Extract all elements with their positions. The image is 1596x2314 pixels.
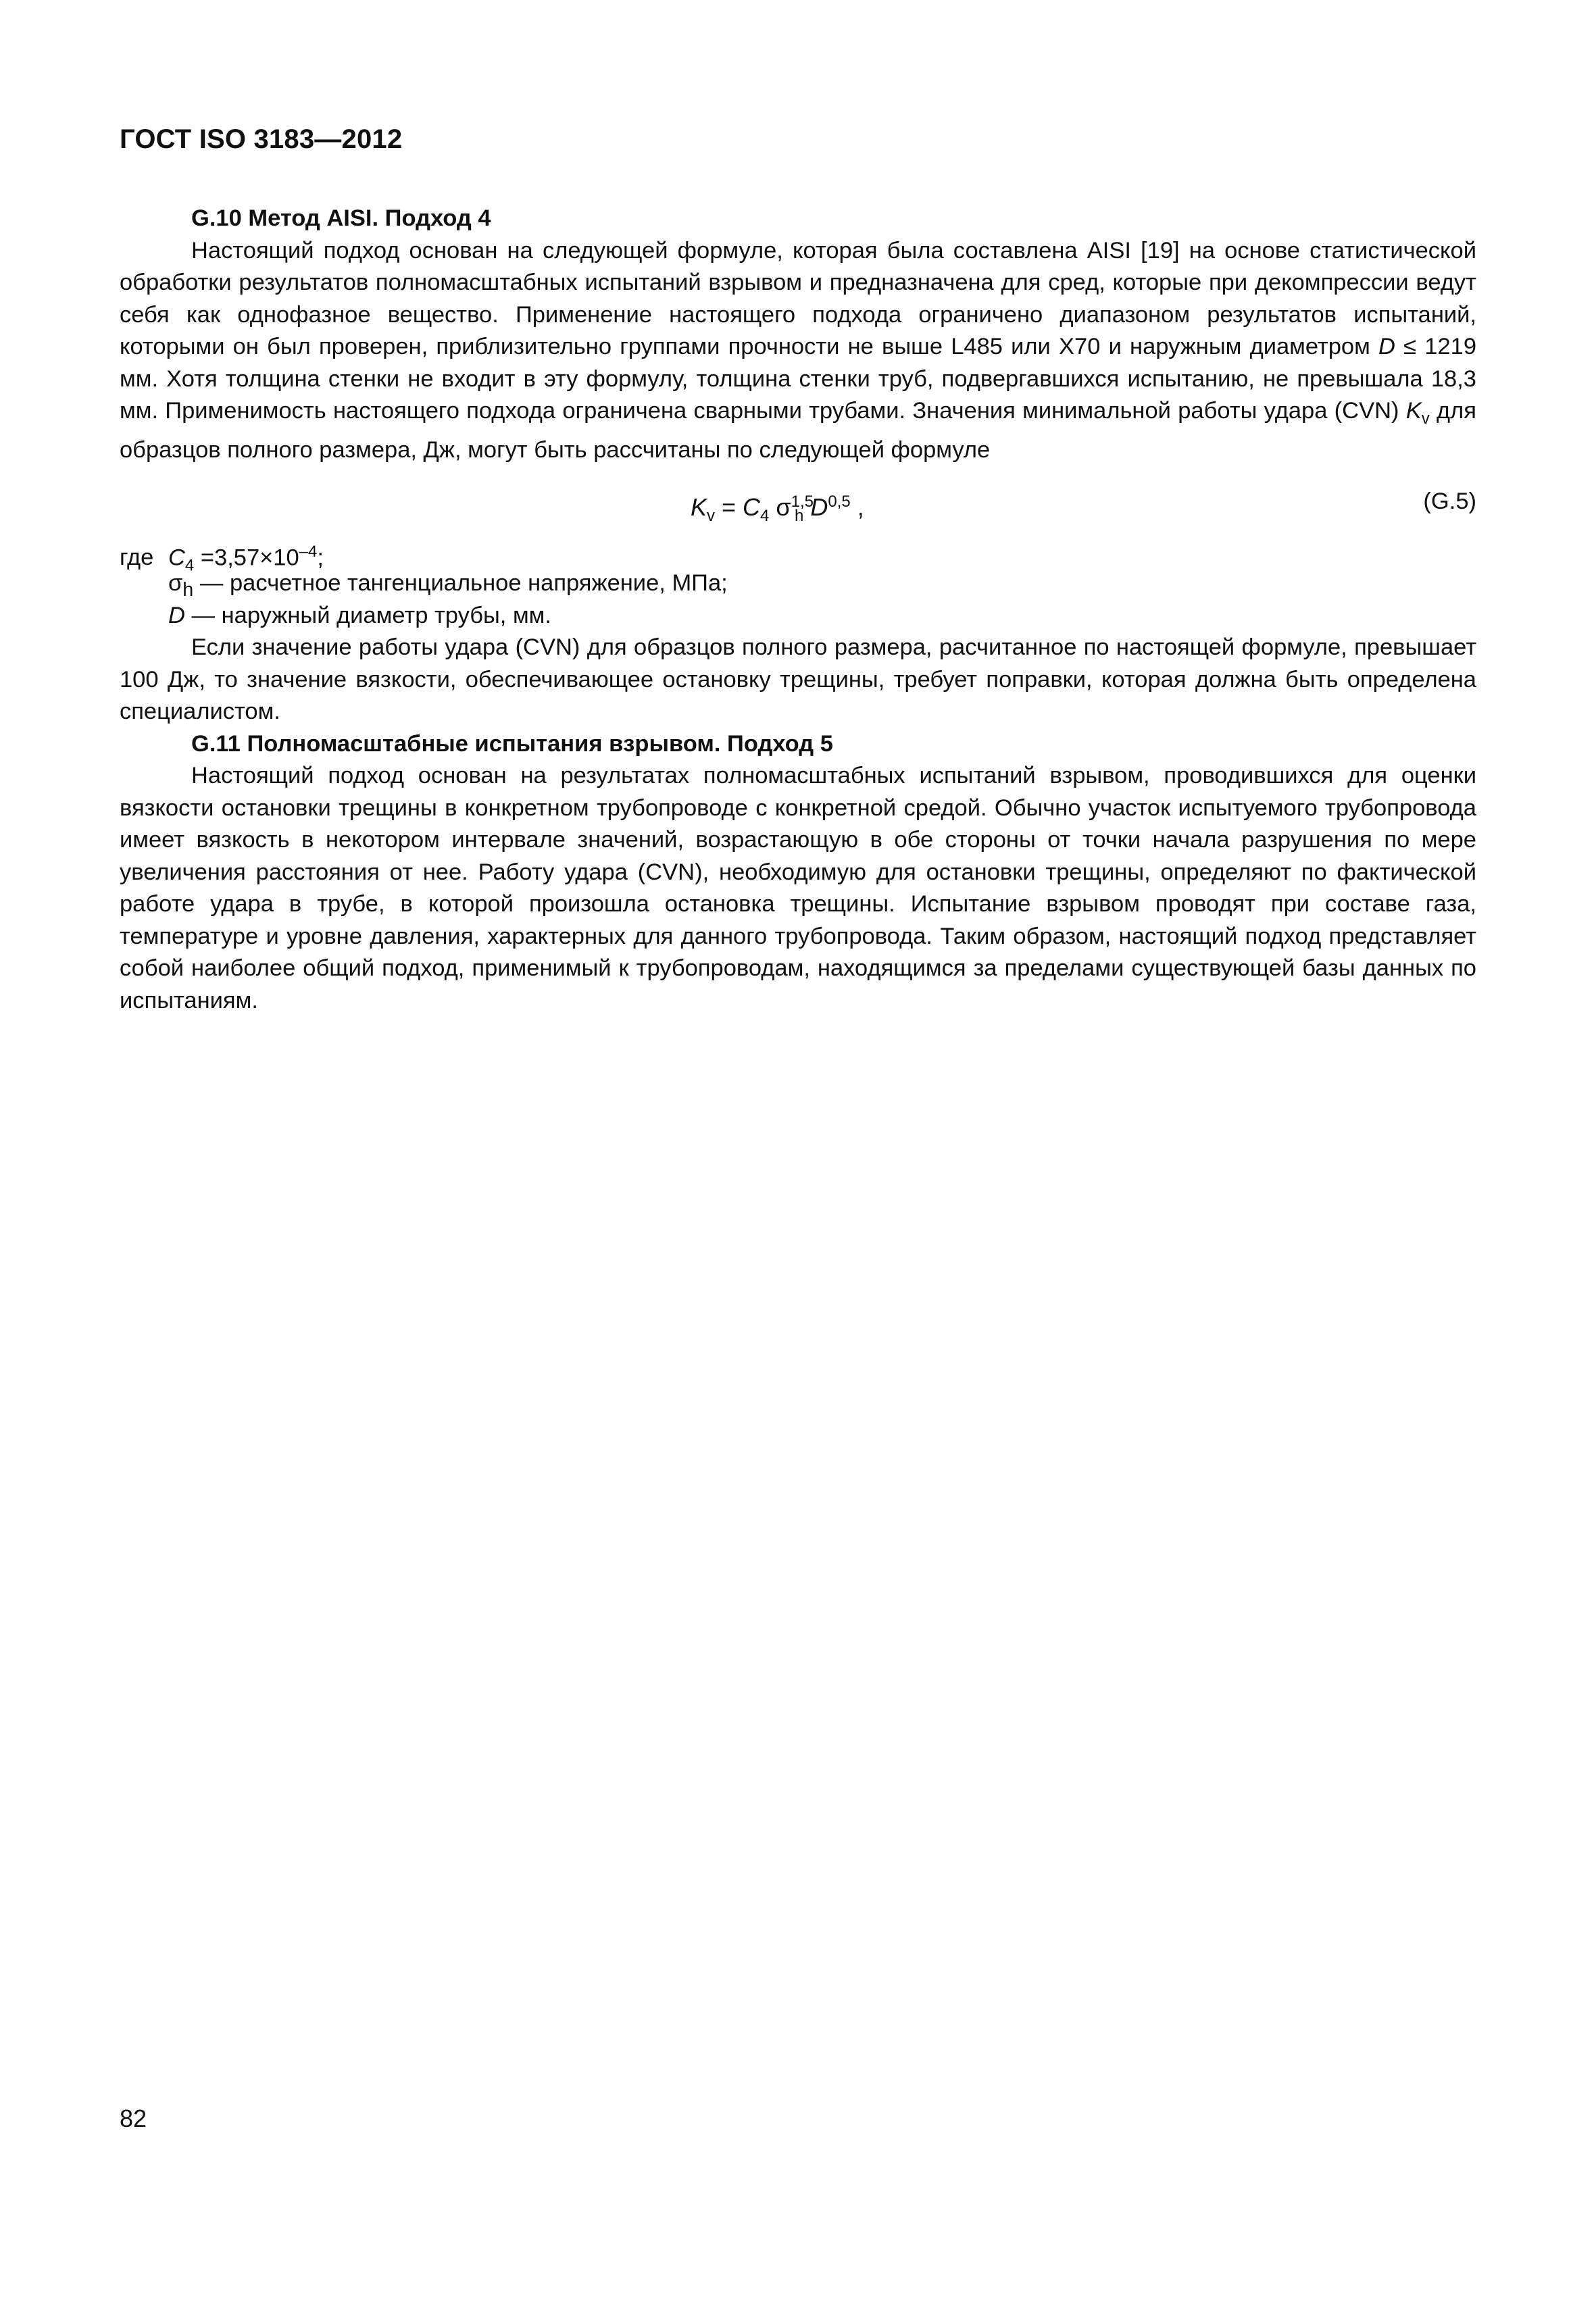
paragraph-text-part-1: Настоящий подход основан на следующей формуле, которая была составлена AISI [19] на основе статистической обработки результатов полномасштабных испытаний взрывом и предназначена для сред, которые при декомпрессии ведут себя как однофазное вещество. Применение настоящего подхода ограничено диапазоном результатов испытаний, которыми он был проверен, приблизительно группами прочности не выше L485 или X70 и наружным диаметром (120, 237, 1476, 359)
page-number: 82 (120, 2105, 147, 2132)
paragraph-text-part-2: ≤ 1219 мм. Хотя толщина стенки не входит в эту формулу, толщина стенки труб, подвергавшихся испытанию, не превышала 18,3 мм. Применимость настоящего подхода ограничена сварными трубами. Значения минимальной работы удара (CVN) (120, 334, 1477, 424)
section-g10-paragraph (120, 235, 1476, 467)
formula-row (120, 486, 1476, 526)
document-header: ГОСТ ISO 3183—2012 (120, 124, 403, 154)
section-g10-note: Если значение работы удара (CVN) для образцов полного размера, расчитанное по настоящей формуле, превышает 100 Дж, то значение вязкости, обеспечивающее остановку трещины, требует поправки, которая должна быть определена специалистом. (120, 634, 1476, 725)
def-sigma: $\sigma_h$ — расчетное тангенциальное напряжение, МПа; (168, 570, 728, 601)
page-content (120, 203, 1476, 1017)
section-g10-heading: G.10 Метод AISI. Подход 4 (191, 205, 491, 231)
formula-g5: $K_v = C_4$ $\sigma^{1,5}_h$ D$^{0,5}$ , (691, 492, 864, 526)
where-block (120, 536, 1476, 632)
paragraph-text-part-3: для образцов полного размера, Дж, могут быть рассчитаны по следующей формуле (120, 398, 1476, 463)
def-c4: $C_4 =3,57\times 10^{-4}$; (168, 542, 324, 575)
kv-inline-symbol: $K_v$ (1405, 398, 1430, 428)
def-diameter: D — наружный диаметр трубы, мм. (168, 602, 551, 628)
where-row-c4 (120, 536, 1476, 575)
section-g11-heading: G.11 Полномасштабные испытания взрывом. Подход 5 (191, 730, 833, 757)
where-word: где (120, 545, 154, 571)
section-g11-paragraph: Настоящий подход основан на результатах полномасштабных испытаний взрывом, проводившихся для оценки вязкости остановки трещины в конкретном трубопроводе с конкретной средой. Обычно участок испытуемого трубопровода имеет вязкость в некотором интервале значений, возрастающую в обе стороны от точки начала разрушения по мере увеличения расстояния от нее. Работу удара (CVN), необходимую для остановки трещины, определяют по фактической работе удара в трубе, в которой произошла остановка трещины. Испытание взрывом проводят при составе газа, температуре и уровне давления, характерных для данного трубопровода. Таким образом, настоящий подход представляет собой наиболее общий подход, применимый к трубопроводам, находящимся за пределами существующей базы данных по испытаниям. (120, 763, 1476, 1013)
formula-number: (G.5) (1423, 488, 1476, 514)
diameter-symbol: D (1378, 334, 1395, 359)
